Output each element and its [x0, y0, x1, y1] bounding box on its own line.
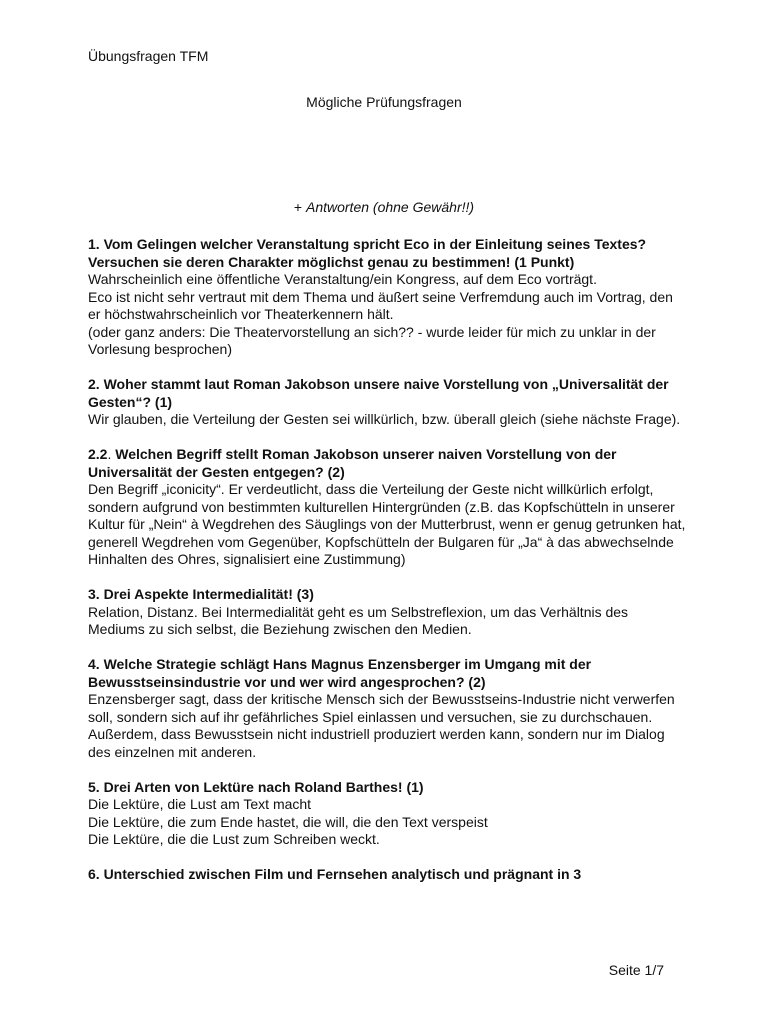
answer-line: Die Lektüre, die Lust am Text macht [88, 796, 312, 812]
answer-line: Die Lektüre, die zum Ende hastet, die will, die den Text verspeist [88, 813, 488, 830]
question-heading: 6. Unterschied zwischen Film und Fernsehen analytisch und prägnant in 3 [88, 866, 582, 882]
answer-line: Die Lektüre, die die Lust zum Schreiben weckt. [88, 831, 380, 847]
question-heading: 3. Drei Aspekte Intermedialität! (3) [88, 586, 314, 602]
document-header: Übungsfragen TFM [88, 48, 209, 64]
question-block-2-2 [88, 446, 688, 569]
question-heading [88, 446, 688, 481]
question-heading: 4. Welche Strategie schlägt Hans Magnus Enzensberger im Umgang mit der Bewusstseinsindustrie vor und wer wird angesprochen? (2) [88, 656, 592, 690]
page-subtitle [0, 198, 768, 216]
answer-line: Relation, Distanz. Bei Intermedialität geht es um Selbstreflexion, um das Verhältnis des Mediums zu sich selbst, die Beziehung zwischen den Medien. [88, 603, 629, 637]
answer-line: Außerdem, dass Bewusstsein nicht industriell produziert werden kann, sondern nur im Dialog des einzelnen mit anderen. [88, 726, 665, 760]
answer-line: Eco ist nicht sehr vertraut mit dem Thema und äußert seine Verfremdung auch im Vortrag, den er höchstwahrscheinlich vor Theaterkennern hält. [88, 288, 673, 322]
question-block-5 [88, 779, 688, 849]
question-heading: 1. Vom Gelingen welcher Veranstaltung spricht Eco in der Einleitung seines Textes? Versuchen sie deren Charakter möglichst genau zu bestimmen! (1 Punkt) [88, 236, 647, 270]
page-title: Mögliche Prüfungsfragen [306, 94, 462, 110]
answer-line: Enzensberger sagt, dass der kritische Mensch sich der Bewusstseins-Industrie nicht verwerfen soll, sondern sich auf ihr gefährliches Spiel einlassen und versuchen, sie zu durchschauen. [88, 691, 675, 725]
question-heading: 2. Woher stammt laut Roman Jakobson unsere naive Vorstellung von „Universalität der Gesten“? (1) [88, 376, 669, 410]
questions-list [88, 236, 688, 901]
page-number: Seite 1/7 [608, 962, 664, 978]
subtitle-text: Antworten (ohne Gewähr!!) [305, 199, 475, 215]
question-block-1 [88, 236, 688, 359]
question-heading: 5. Drei Arten von Lektüre nach Roland Barthes! (1) [88, 778, 424, 795]
question-text: Welchen Begriff stellt Roman Jakobson unserer naiven Vorstellung von der Universalität der Gesten entgegen? (2) [88, 446, 617, 480]
answer-line: Wir glauben, die Verteilung der Gesten sei willkürlich, bzw. überall gleich (siehe nächste Frage). [88, 411, 681, 427]
answer-line: Den Begriff „iconicity“. Er verdeutlicht, dass die Verteilung der Geste nicht willkürlich erfolgt, sondern aufgrund von bestimmten kulturellen Hintergründen (z.B. das Kopfschütteln in unserer Kultur für „Nein“ à Wegdrehen des Säuglings von der Mutterbrust, wenn er genug getrunken hat, generell Wegdrehen vom Gegenüber, Kopfschütteln der Bulgaren für „Ja“ à das abwechselnde Hinhalten des Ohres, signalisiert eine Zustimmung) [88, 481, 686, 567]
question-separator: . [107, 446, 112, 462]
answer-line: Wahrscheinlich eine öffentliche Veranstaltung/ein Kongress, auf dem Eco vorträgt. [88, 271, 597, 287]
question-block-3 [88, 586, 688, 639]
answer-line: (oder ganz anders: Die Theatervorstellung an sich?? - wurde leider für mich zu unklar in der Vorlesung besprochen) [88, 323, 656, 357]
subtitle-prefix: + [293, 199, 306, 215]
question-block-6 [88, 866, 688, 884]
question-block-2 [88, 376, 688, 429]
question-block-4 [88, 656, 688, 761]
question-number: 2.2 [88, 446, 108, 462]
